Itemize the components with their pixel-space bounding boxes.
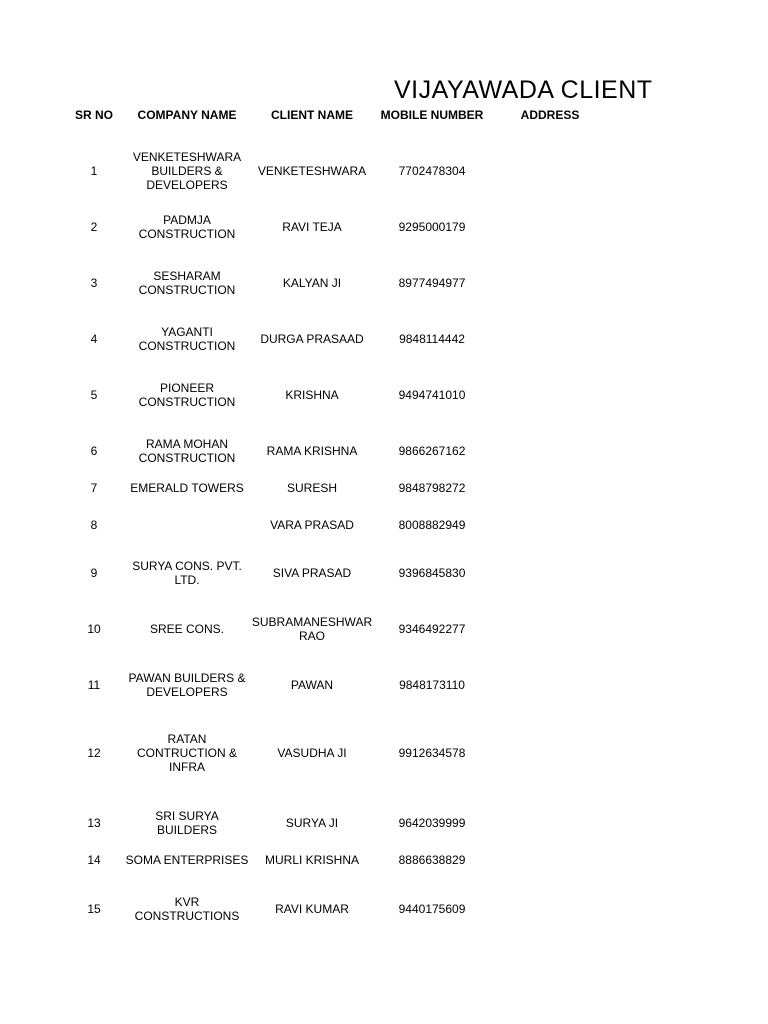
address-cell [490,134,610,208]
company-cell: EMERALD TOWERS [130,481,244,495]
table-row [0,208,768,246]
mobile-cell: 9346492277 [398,622,466,636]
company-cell: RATAN CONTRUCTION & INFRA [137,732,237,774]
address-cell [490,478,610,498]
mobile-cell: 9866267162 [398,444,466,458]
company-cell: SRI SURYA BUILDERS [155,809,219,837]
table-row [0,376,768,414]
sr-no-cell: 3 [90,276,98,290]
table-row [0,809,768,837]
table-row [0,610,768,648]
sr-no-cell: 14 [87,853,101,867]
header-sr-no: SR NO [74,108,113,122]
mobile-cell: 9494741010 [398,388,466,402]
sr-no-cell: 4 [90,332,98,346]
mobile-cell: 9295000179 [398,220,466,234]
table-row [0,264,768,302]
mobile-cell: 9912634578 [398,746,466,760]
company-cell [124,515,250,535]
mobile-cell: 8977494977 [398,276,466,290]
address-cell [490,610,610,648]
header-client-name: CLIENT NAME [271,108,353,122]
mobile-cell: 9440175609 [398,902,466,916]
sr-no-cell: 6 [90,444,98,458]
mobile-cell: 9642039999 [398,816,466,830]
sr-no-cell: 7 [90,481,98,495]
table-row [0,728,768,778]
address-cell [490,208,610,246]
table-row [0,320,768,358]
client-cell: DURGA PRASAAD [260,332,364,346]
sr-no-cell: 2 [90,220,98,234]
header-mobile-number: MOBILE NUMBER [380,108,484,122]
company-cell: SREE CONS. [149,622,224,636]
client-cell: MURLI KRISHNA [264,853,359,867]
sr-no-cell: 12 [87,746,101,760]
header-company-name: COMPANY NAME [137,108,237,122]
address-cell [490,813,610,833]
mobile-cell: 9848173110 [399,678,465,692]
mobile-cell: 9848798272 [398,481,466,495]
company-cell: PAWAN BUILDERS & DEVELOPERS [128,671,246,699]
mobile-cell: 8886638829 [398,853,466,867]
table-row [0,890,768,928]
client-cell: RAVI KUMAR [275,902,349,916]
client-cell: KRISHNA [285,388,339,402]
company-cell: KVR CONSTRUCTIONS [134,895,240,923]
address-cell [490,554,610,592]
table-row [0,478,768,498]
sr-no-cell: 15 [87,902,101,916]
table-row [0,134,768,208]
client-cell: VASUDHA JI [277,746,347,760]
sr-no-cell: 5 [90,388,98,402]
address-cell [490,432,610,470]
address-cell [490,728,610,778]
client-cell: RAMA KRISHNA [266,444,358,458]
company-cell: RAMA MOHAN CONSTRUCTION [138,437,236,465]
sr-no-cell: 8 [90,518,98,532]
table-row [0,850,768,870]
mobile-cell: 9848114442 [399,332,465,346]
address-cell [490,666,610,704]
table-row [0,666,768,704]
mobile-cell: 7702478304 [398,164,466,178]
table-row [0,554,768,592]
company-cell: SESHARAM CONSTRUCTION [138,269,236,297]
sheet-title-container [394,72,653,108]
sheet-title: VIJAYAWADA CLIENT [394,76,653,104]
company-cell: SOMA ENTERPRISES [125,853,249,867]
company-cell: YAGANTI CONSTRUCTION [138,325,236,353]
client-cell: SURYA JI [285,816,339,830]
company-cell: SURYA CONS. PVT. LTD. [132,559,242,587]
table-row [0,432,768,470]
client-cell: VARA PRASAD [270,518,354,532]
address-cell [490,515,610,535]
sr-no-cell: 9 [90,566,98,580]
client-cell: SURESH [286,481,337,495]
client-cell: SUBRAMANESHWAR RAO [251,615,373,643]
mobile-cell: 9396845830 [398,566,466,580]
client-cell: PAWAN [290,678,334,692]
table-row [0,515,768,535]
sr-no-cell: 11 [87,678,101,692]
mobile-cell: 8008882949 [398,518,466,532]
client-cell: RAVI TEJA [282,220,342,234]
company-cell: PIONEER CONSTRUCTION [138,381,236,409]
address-cell [490,264,610,302]
address-cell [490,376,610,414]
client-cell: KALYAN JI [282,276,342,290]
address-cell [490,890,610,928]
address-cell [490,850,610,870]
company-cell: VENKETESHWARA BUILDERS & DEVELOPERS [132,150,242,192]
sr-no-cell: 13 [87,816,101,830]
sr-no-cell: 1 [90,164,98,178]
sr-no-cell: 10 [87,622,101,636]
header-address: ADDRESS [520,108,580,122]
company-cell: PADMJA CONSTRUCTION [138,213,236,241]
address-cell [490,320,610,358]
client-cell: SIVA PRASAD [272,566,352,580]
client-cell: VENKETESHWARA [257,164,367,178]
